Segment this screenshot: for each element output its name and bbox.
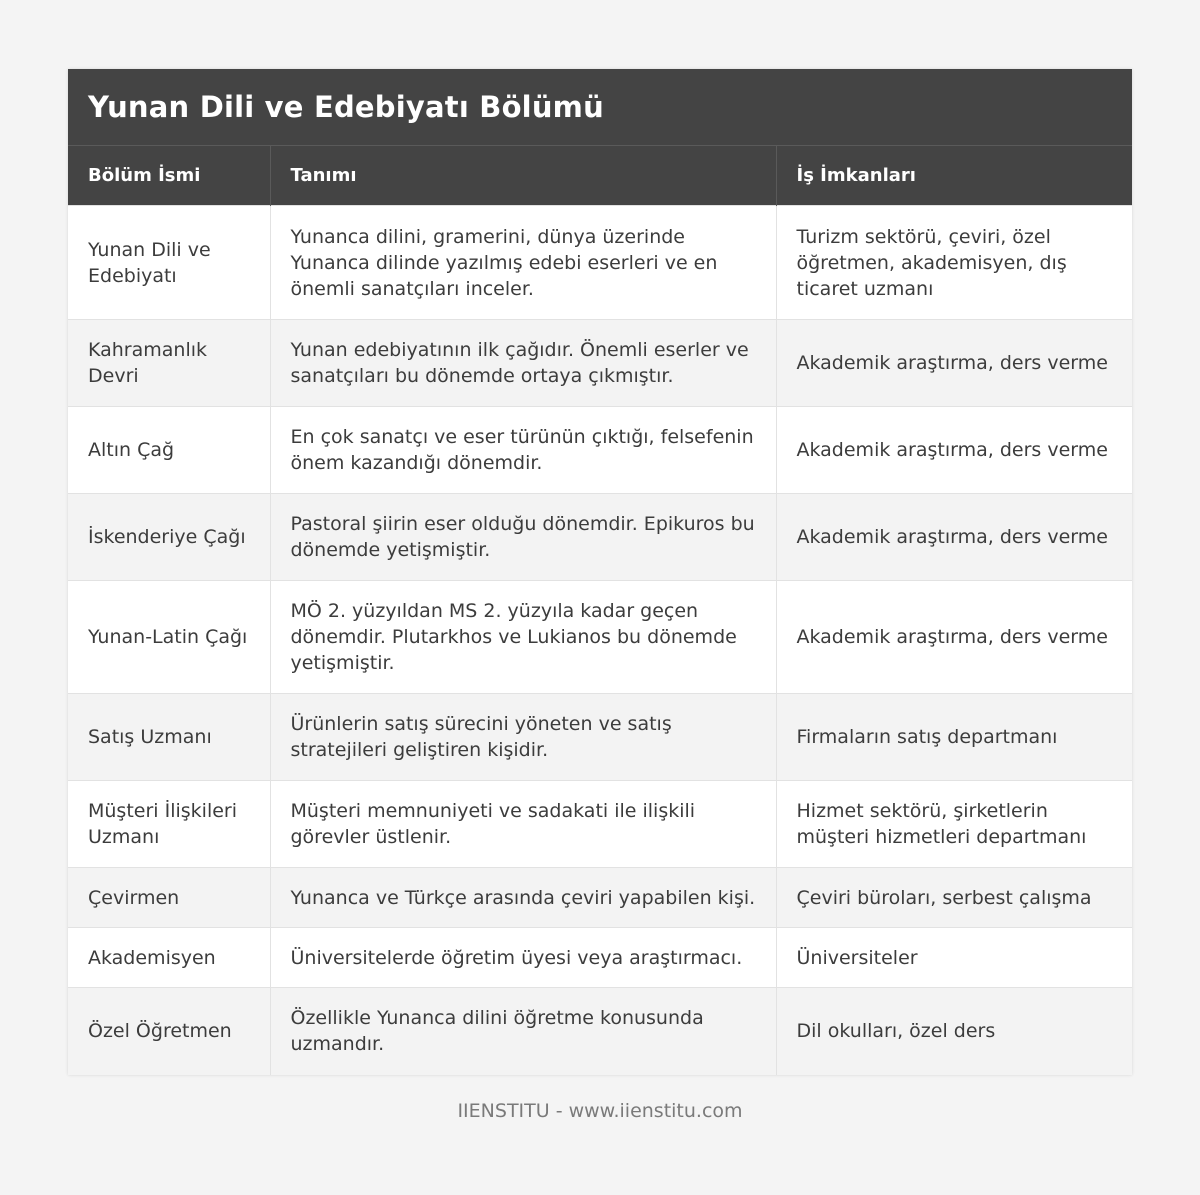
careers-table xyxy=(68,145,1132,1075)
table-row xyxy=(68,206,1132,320)
cell-name: Çevirmen xyxy=(68,868,270,928)
cell-description: Ürünlerin satış sürecini yöneten ve satış stratejileri geliştiren kişidir. xyxy=(270,694,776,781)
table-row xyxy=(68,781,1132,868)
cell-description: Özellikle Yunanca dilini öğretme konusunda uzmandır. xyxy=(270,988,776,1075)
table-card xyxy=(68,69,1132,1075)
footer-credit: IIENSTITU - www.iienstitu.com xyxy=(457,1100,743,1122)
column-header-name: Bölüm İsmi xyxy=(68,146,270,206)
cell-name: Satış Uzmanı xyxy=(68,694,270,781)
header-row xyxy=(68,146,1132,206)
cell-jobs: Çeviri büroları, serbest çalışma xyxy=(776,868,1132,928)
cell-name: İskenderiye Çağı xyxy=(68,494,270,581)
column-header-description: Tanımı xyxy=(270,146,776,206)
cell-description: Yunanca ve Türkçe arasında çeviri yapabilen kişi. xyxy=(270,868,776,928)
cell-description: En çok sanatçı ve eser türünün çıktığı, felsefenin önem kazandığı dönemdir. xyxy=(270,407,776,494)
cell-name: Kahramanlık Devri xyxy=(68,320,270,407)
table-row xyxy=(68,868,1132,928)
table-body xyxy=(68,206,1132,1075)
page-title: Yunan Dili ve Edebiyatı Bölümü xyxy=(88,90,604,124)
cell-jobs: Turizm sektörü, çeviri, özel öğretmen, akademisyen, dış ticaret uzmanı xyxy=(776,206,1132,320)
cell-description: Üniversitelerde öğretim üyesi veya araştırmacı. xyxy=(270,928,776,988)
column-header-jobs: İş İmkanları xyxy=(776,146,1132,206)
cell-jobs: Akademik araştırma, ders verme xyxy=(776,581,1132,694)
cell-jobs: Dil okulları, özel ders xyxy=(776,988,1132,1075)
table-row xyxy=(68,694,1132,781)
cell-jobs: Hizmet sektörü, şirketlerin müşteri hizmetleri departmanı xyxy=(776,781,1132,868)
cell-jobs: Akademik araştırma, ders verme xyxy=(776,320,1132,407)
cell-name: Yunan Dili ve Edebiyatı xyxy=(68,206,270,320)
cell-name: Özel Öğretmen xyxy=(68,988,270,1075)
table-row xyxy=(68,407,1132,494)
cell-jobs: Firmaların satış departmanı xyxy=(776,694,1132,781)
table-row xyxy=(68,928,1132,988)
cell-name: Akademisyen xyxy=(68,928,270,988)
cell-description: MÖ 2. yüzyıldan MS 2. yüzyıla kadar geçen dönemdir. Plutarkhos ve Lukianos bu dönemde yetişmiştir. xyxy=(270,581,776,694)
table-row xyxy=(68,581,1132,694)
cell-name: Müşteri İlişkileri Uzmanı xyxy=(68,781,270,868)
cell-description: Müşteri memnuniyeti ve sadakati ile ilişkili görevler üstlenir. xyxy=(270,781,776,868)
table-row xyxy=(68,988,1132,1075)
table-header xyxy=(68,146,1132,206)
table-row xyxy=(68,494,1132,581)
title-bar xyxy=(68,69,1132,145)
cell-description: Yunanca dilini, gramerini, dünya üzerinde Yunanca dilinde yazılmış edebi eserleri ve en önemli sanatçıları inceler. xyxy=(270,206,776,320)
cell-jobs: Üniversiteler xyxy=(776,928,1132,988)
cell-description: Pastoral şiirin eser olduğu dönemdir. Epikuros bu dönemde yetişmiştir. xyxy=(270,494,776,581)
cell-name: Altın Çağ xyxy=(68,407,270,494)
cell-jobs: Akademik araştırma, ders verme xyxy=(776,407,1132,494)
cell-jobs: Akademik araştırma, ders verme xyxy=(776,494,1132,581)
cell-description: Yunan edebiyatının ilk çağıdır. Önemli eserler ve sanatçıları bu dönemde ortaya çıkmıştır. xyxy=(270,320,776,407)
table-row xyxy=(68,320,1132,407)
cell-name: Yunan-Latin Çağı xyxy=(68,581,270,694)
